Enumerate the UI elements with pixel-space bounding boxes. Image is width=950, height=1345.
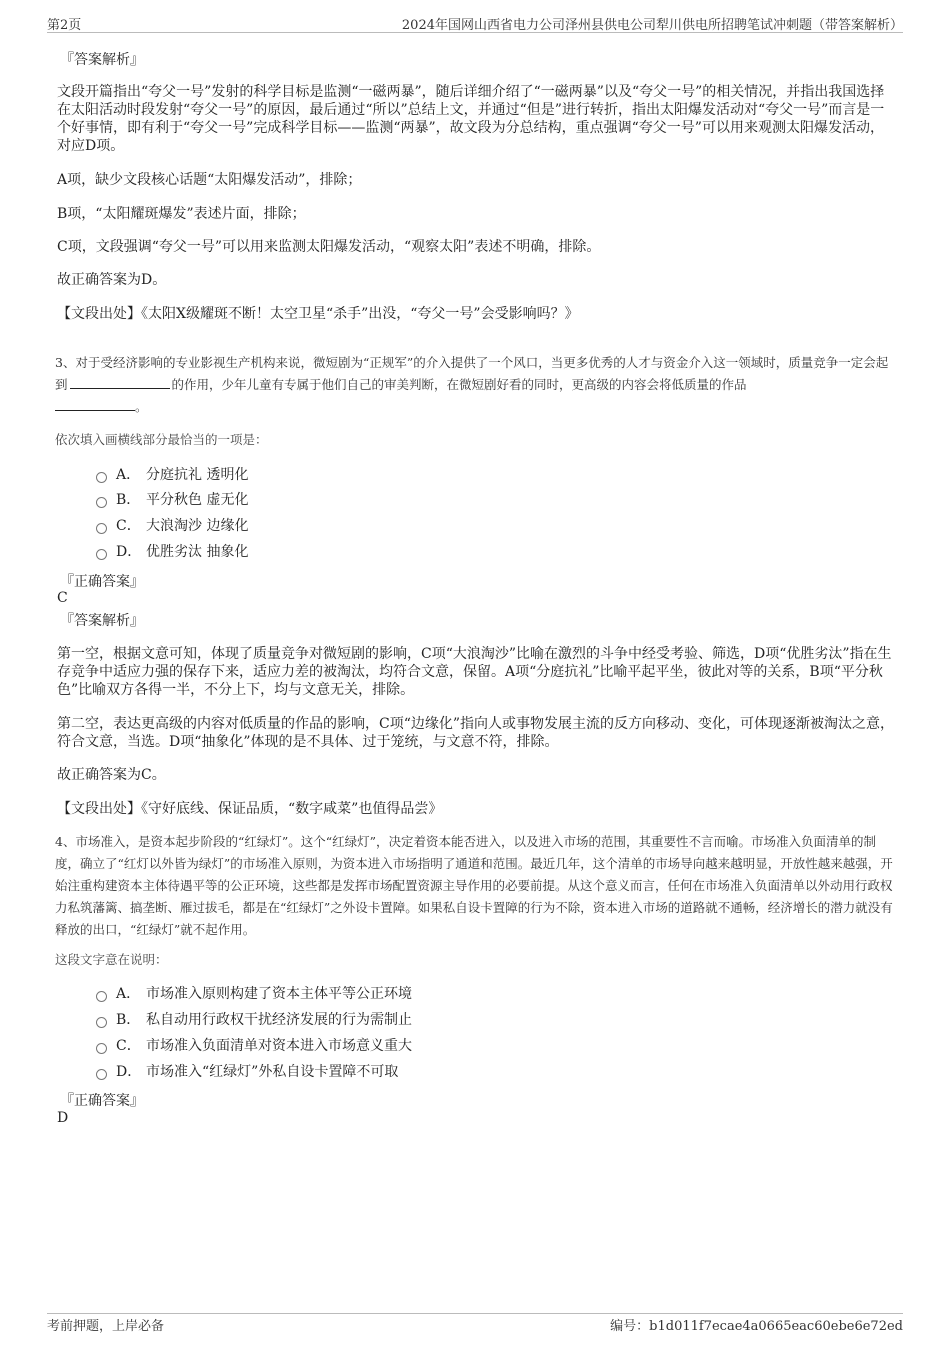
option-letter: C． (116, 518, 141, 534)
q3-conclusion: 故正确答案为C。 (57, 767, 166, 783)
radio-icon[interactable] (96, 472, 107, 483)
page-footer (47, 1313, 903, 1334)
q4-stem: 4、市场准入，是资本起步阶段的“红绿灯”。这个“红绿灯”，决定着资本能否进入，以及进入市场的范围，其重要性不言而喻。市场准入负面清单的制度，确立了“红灯以外皆为绿灯”的市场准入原则，为资本进入市场指明了通道和范围。最近几年，这个清单的市场导向越来越明显，开放性越来越强，开始注重构建资本主体待遇平等的公正环境，这些都是发挥市场配置资源主导作用的必要前提。从这个意义而言，任何在市场准入负面清单以外动用行政权力私筑藩篱、搞垄断、雁过拔毛，都是在“红绿灯”之外设卡置障。如果私自设卡置障的行为不除，资本进入市场的道路就不通畅，经济增长的潜力就没有释放的出口，“红绿灯”就不起作用。 (55, 834, 893, 937)
q2-source: 【文段出处】《太阳X级耀斑不断！太空卫星“杀手”出没，“夸父一号”会受影响吗？》 (57, 306, 579, 322)
option-text: 优胜劣汰 抽象化 (146, 544, 249, 560)
option-letter: B． (116, 492, 141, 508)
option-letter: D． (116, 544, 142, 560)
q3-option-d[interactable] (96, 542, 248, 562)
option-text: 市场准入原则构建了资本主体平等公正环境 (146, 986, 412, 1002)
q3-analysis-label: 『答案解析』 (60, 613, 144, 629)
q3-stem-part2: 的作用，少年儿童有专属于他们自己的审美判断，在微短剧好看的同时，更高级的内容会将低质量的作品 (171, 377, 747, 392)
q3-blank-2 (55, 396, 135, 411)
page-header (47, 14, 903, 33)
footer-slogan: 考前押题，上岸必备 (47, 1319, 165, 1334)
q4-option-a[interactable] (96, 984, 412, 1004)
radio-icon[interactable] (96, 523, 107, 534)
page-number: 第2页 (47, 18, 82, 33)
option-letter: B． (116, 1012, 141, 1028)
q3-correct-label: 『正确答案』 (60, 574, 144, 590)
q3-correct-answer: C (57, 590, 68, 606)
radio-icon[interactable] (96, 497, 107, 508)
q4-option-c[interactable] (96, 1036, 412, 1056)
q3-option-c[interactable] (96, 516, 248, 536)
radio-icon[interactable] (96, 1017, 107, 1028)
radio-icon[interactable] (96, 991, 107, 1002)
q2-analysis-option-b: B项，“太阳耀斑爆发”表述片面，排除； (57, 206, 306, 222)
q4-prompt: 这段文字意在说明： (55, 952, 168, 967)
option-letter: D． (116, 1064, 142, 1080)
q4-correct-label: 『正确答案』 (60, 1093, 144, 1109)
radio-icon[interactable] (96, 1069, 107, 1080)
option-text: 分庭抗礼 透明化 (146, 467, 249, 483)
q3-prompt: 依次填入画横线部分最恰当的一项是： (55, 432, 268, 447)
q3-analysis-paragraph-2: 第二空，表达更高级的内容对低质量的作品的影响，C项“边缘化”指向人或事物发展主流的反方向移动、变化，可体现逐渐被淘汰之意，符合文意，当选。D项“抽象化”体现的是不具体、过于笼统，与文意不符，排除。 (57, 716, 895, 750)
option-text: 私自动用行政权干扰经济发展的行为需制止 (146, 1012, 412, 1028)
document-title: 2024年国网山西省电力公司泽州县供电公司犁川供电所招聘笔试冲刺题（带答案解析） (401, 18, 903, 33)
q2-analysis-option-c: C项，文段强调“夸父一号”可以用来监测太阳爆发活动，“观察太阳”表述不明确，排除。 (57, 239, 601, 255)
option-text: 平分秋色 虚无化 (146, 492, 249, 508)
q2-conclusion: 故正确答案为D。 (57, 272, 167, 288)
option-text: 大浪淘沙 边缘化 (146, 518, 249, 534)
q2-analysis-label: 『答案解析』 (60, 52, 144, 68)
q3-option-b[interactable] (96, 490, 248, 510)
q3-stem-part1: 3、对于受经济影响的专业影视生产机构来说，微短剧为“正规军”的介入提供了一个风口，当更多优秀的人才与资金介入这一领域时，质量竞争一定会起到 (55, 355, 889, 392)
q3-stem-end: 。 (135, 399, 148, 414)
option-letter: A． (116, 467, 141, 483)
q4-option-b[interactable] (96, 1010, 412, 1030)
option-letter: C． (116, 1038, 141, 1054)
option-text: 市场准入负面清单对资本进入市场意义重大 (146, 1038, 412, 1054)
radio-icon[interactable] (96, 549, 107, 560)
q3-analysis-paragraph-1: 第一空，根据文意可知，体现了质量竞争对微短剧的影响，C项“大浪淘沙”比喻在激烈的斗争中经受考验、筛选，D项“优胜劣汰”指在生存竞争中适应力强的保存下来，适应力差的被淘汰，均符合文意，保留。A项“分庭抗礼”比喻平起平坐，彼此对等的关系，B项“平分秋色”比喻双方各得一半，不分上下，均与文意无关，排除。 (57, 646, 892, 698)
q3-stem (55, 352, 898, 418)
option-letter: A． (116, 986, 141, 1002)
q3-source: 【文段出处】《守好底线、保证品质，“数字咸菜”也值得品尝》 (57, 801, 443, 817)
q4-correct-answer: D (57, 1110, 69, 1126)
q4-option-d[interactable] (96, 1062, 398, 1082)
q3-blank-1 (70, 374, 170, 389)
document-id: 编号：b1d011f7ecae4a0665eac60ebe6e72ed (610, 1319, 903, 1334)
q3-option-a[interactable] (96, 465, 248, 485)
option-text: 市场准入“红绿灯”外私自设卡置障不可取 (146, 1064, 399, 1080)
q2-analysis-paragraph: 文段开篇指出“夸父一号”发射的科学目标是监测“一磁两暴”，随后详细介绍了“一磁两暴”以及“夸父一号”的相关情况，并指出我国选择在太阳活动时段发射“夸父一号”的原因，最后通过“所以”总结上文，并通过“但是”进行转折，指出太阳爆发活动对“夸父一号”而言是一个好事情，即有利于“夸父一号”完成科学目标——监测“两暴”，故文段为分总结构，重点强调“夸父一号”可以用来观测太阳爆发活动，对应D项。 (57, 84, 885, 154)
q2-analysis-option-a: A项，缺少文段核心话题“太阳爆发活动”，排除； (57, 172, 362, 188)
radio-icon[interactable] (96, 1043, 107, 1054)
